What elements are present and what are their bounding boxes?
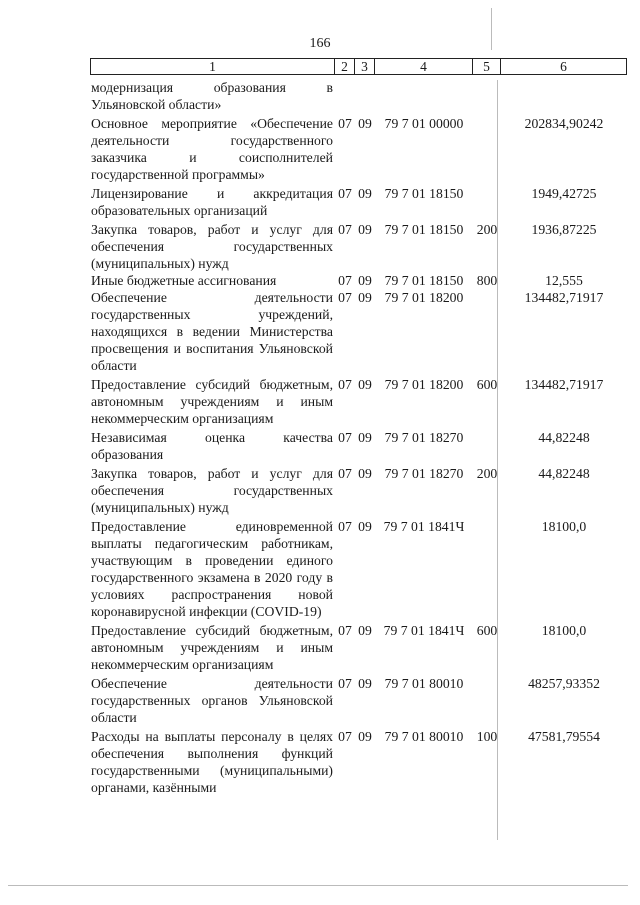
table-row bbox=[91, 675, 627, 726]
row-sum: 134482,71917 bbox=[524, 290, 604, 305]
row-sum: 1949,42725 bbox=[531, 186, 597, 201]
row-sum: 202834,90242 bbox=[524, 116, 604, 131]
row-name: Расходы на выплаты персоналу в целях обеспечения выполнения функций государственными (муниципальными) органами, казёнными bbox=[91, 729, 333, 795]
row-pr: 09 bbox=[358, 466, 372, 481]
row-csr: 79 7 01 1841Ч bbox=[383, 519, 465, 534]
row-vr: 200 bbox=[476, 466, 498, 481]
row-csr: 79 7 01 00000 bbox=[384, 116, 464, 131]
row-pr: 09 bbox=[358, 623, 372, 638]
table-row bbox=[91, 622, 627, 673]
table-row bbox=[91, 289, 627, 374]
row-rz: 07 bbox=[338, 729, 352, 744]
row-name: Обеспечение деятельности государственных учреждений, находящихся в ведении Министерства просвещения и воспитания Ульяновской области bbox=[91, 290, 333, 373]
row-sum: 48257,93352 bbox=[528, 676, 600, 691]
row-name: Предоставление субсидий бюджетным, автономным учреждениям и иным некоммерческим организациям bbox=[91, 623, 333, 672]
table-row bbox=[91, 429, 627, 463]
row-csr: 79 7 01 18200 bbox=[384, 290, 464, 305]
row-rz: 07 bbox=[338, 222, 352, 237]
row-sum: 18100,0 bbox=[541, 623, 587, 638]
row-rz: 07 bbox=[338, 290, 352, 305]
row-rz: 07 bbox=[338, 377, 352, 392]
row-csr: 79 7 01 18270 bbox=[384, 466, 464, 481]
table-row bbox=[91, 272, 627, 289]
page-number: 166 bbox=[309, 36, 331, 51]
table-row bbox=[91, 115, 627, 183]
scan-artifact-line bbox=[497, 80, 498, 840]
table-row bbox=[91, 221, 627, 272]
row-pr bbox=[355, 79, 375, 113]
row-vr: 600 bbox=[476, 377, 498, 392]
row-name: Обеспечение деятельности государственных органов Ульяновской области bbox=[91, 676, 333, 725]
row-vr: 200 bbox=[476, 222, 498, 237]
row-sum: 1936,87225 bbox=[531, 222, 597, 237]
header-col-6: 6 bbox=[560, 59, 567, 74]
row-pr: 09 bbox=[358, 290, 372, 305]
row-csr: 79 7 01 18200 bbox=[384, 377, 464, 392]
header-col-4: 4 bbox=[375, 59, 473, 74]
row-name: Основное мероприятие «Обеспечение деятельности государственного заказчика и соисполнителей государственной программы» bbox=[91, 116, 333, 182]
row-pr: 09 bbox=[358, 186, 372, 201]
scan-artifact-line bbox=[491, 8, 492, 50]
row-name: модернизация образования в Ульяновской области» bbox=[91, 80, 333, 112]
row-pr: 09 bbox=[358, 273, 372, 288]
row-rz: 07 bbox=[338, 273, 352, 288]
row-csr: 79 7 01 18150 bbox=[384, 273, 464, 288]
header-col-3: 3 bbox=[355, 59, 375, 74]
row-rz: 07 bbox=[338, 519, 352, 534]
row-name: Закупка товаров, работ и услуг для обеспечения государственных (муниципальных) нужд bbox=[91, 222, 333, 271]
row-rz: 07 bbox=[338, 623, 352, 638]
header-col-2: 2 bbox=[335, 59, 355, 74]
row-csr: 79 7 01 1841Ч bbox=[383, 623, 465, 638]
table-header bbox=[90, 58, 627, 75]
table-row bbox=[91, 376, 627, 427]
row-csr: 79 7 01 18150 bbox=[384, 222, 464, 237]
row-pr: 09 bbox=[358, 519, 372, 534]
row-pr: 09 bbox=[358, 729, 372, 744]
scan-artifact-line bbox=[8, 885, 628, 886]
row-name: Закупка товаров, работ и услуг для обеспечения государственных (муниципальных) нужд bbox=[91, 466, 333, 515]
row-csr: 79 7 01 80010 bbox=[384, 676, 464, 691]
row-pr: 09 bbox=[358, 116, 372, 131]
table-row bbox=[91, 465, 627, 516]
row-csr: 79 7 01 80010 bbox=[384, 729, 464, 744]
row-sum bbox=[501, 79, 627, 113]
row-csr bbox=[375, 79, 473, 113]
row-name: Лицензирование и аккредитация образовательных организаций bbox=[91, 186, 333, 218]
row-pr: 09 bbox=[358, 430, 372, 445]
table-row bbox=[91, 185, 627, 219]
row-sum: 12,555 bbox=[545, 273, 583, 288]
row-sum: 134482,71917 bbox=[524, 377, 604, 392]
row-rz: 07 bbox=[338, 430, 352, 445]
table-row bbox=[91, 79, 627, 113]
row-sum: 44,82248 bbox=[538, 430, 590, 445]
row-sum: 44,82248 bbox=[538, 466, 590, 481]
table-row bbox=[91, 728, 627, 796]
header-col-5: 5 bbox=[473, 59, 501, 74]
row-rz: 07 bbox=[338, 186, 352, 201]
row-name: Предоставление единовременной выплаты педагогическим работникам, участвующим в проведении единого государственного экзамена в 2020 году в условиях распространения новой коронавирусной инфекции (COVID-19) bbox=[91, 519, 333, 619]
header-col-1: 1 bbox=[91, 59, 335, 74]
row-sum: 47581,79554 bbox=[528, 729, 600, 744]
table-row bbox=[91, 518, 627, 620]
row-pr: 09 bbox=[358, 222, 372, 237]
row-name: Предоставление субсидий бюджетным, автономным учреждениям и иным некоммерческим организациям bbox=[91, 377, 333, 426]
row-pr: 09 bbox=[358, 676, 372, 691]
row-rz bbox=[335, 79, 355, 113]
row-rz: 07 bbox=[338, 116, 352, 131]
row-name: Иные бюджетные ассигнования bbox=[91, 273, 277, 288]
row-pr: 09 bbox=[358, 377, 372, 392]
row-vr: 600 bbox=[476, 623, 498, 638]
row-csr: 79 7 01 18150 bbox=[384, 186, 464, 201]
row-csr: 79 7 01 18270 bbox=[384, 430, 464, 445]
row-sum: 18100,0 bbox=[541, 519, 587, 534]
row-vr: 800 bbox=[476, 273, 498, 288]
row-name: Независимая оценка качества образования bbox=[91, 430, 333, 462]
row-rz: 07 bbox=[338, 676, 352, 691]
row-rz: 07 bbox=[338, 466, 352, 481]
row-vr: 100 bbox=[476, 729, 498, 744]
table-body bbox=[91, 79, 627, 796]
